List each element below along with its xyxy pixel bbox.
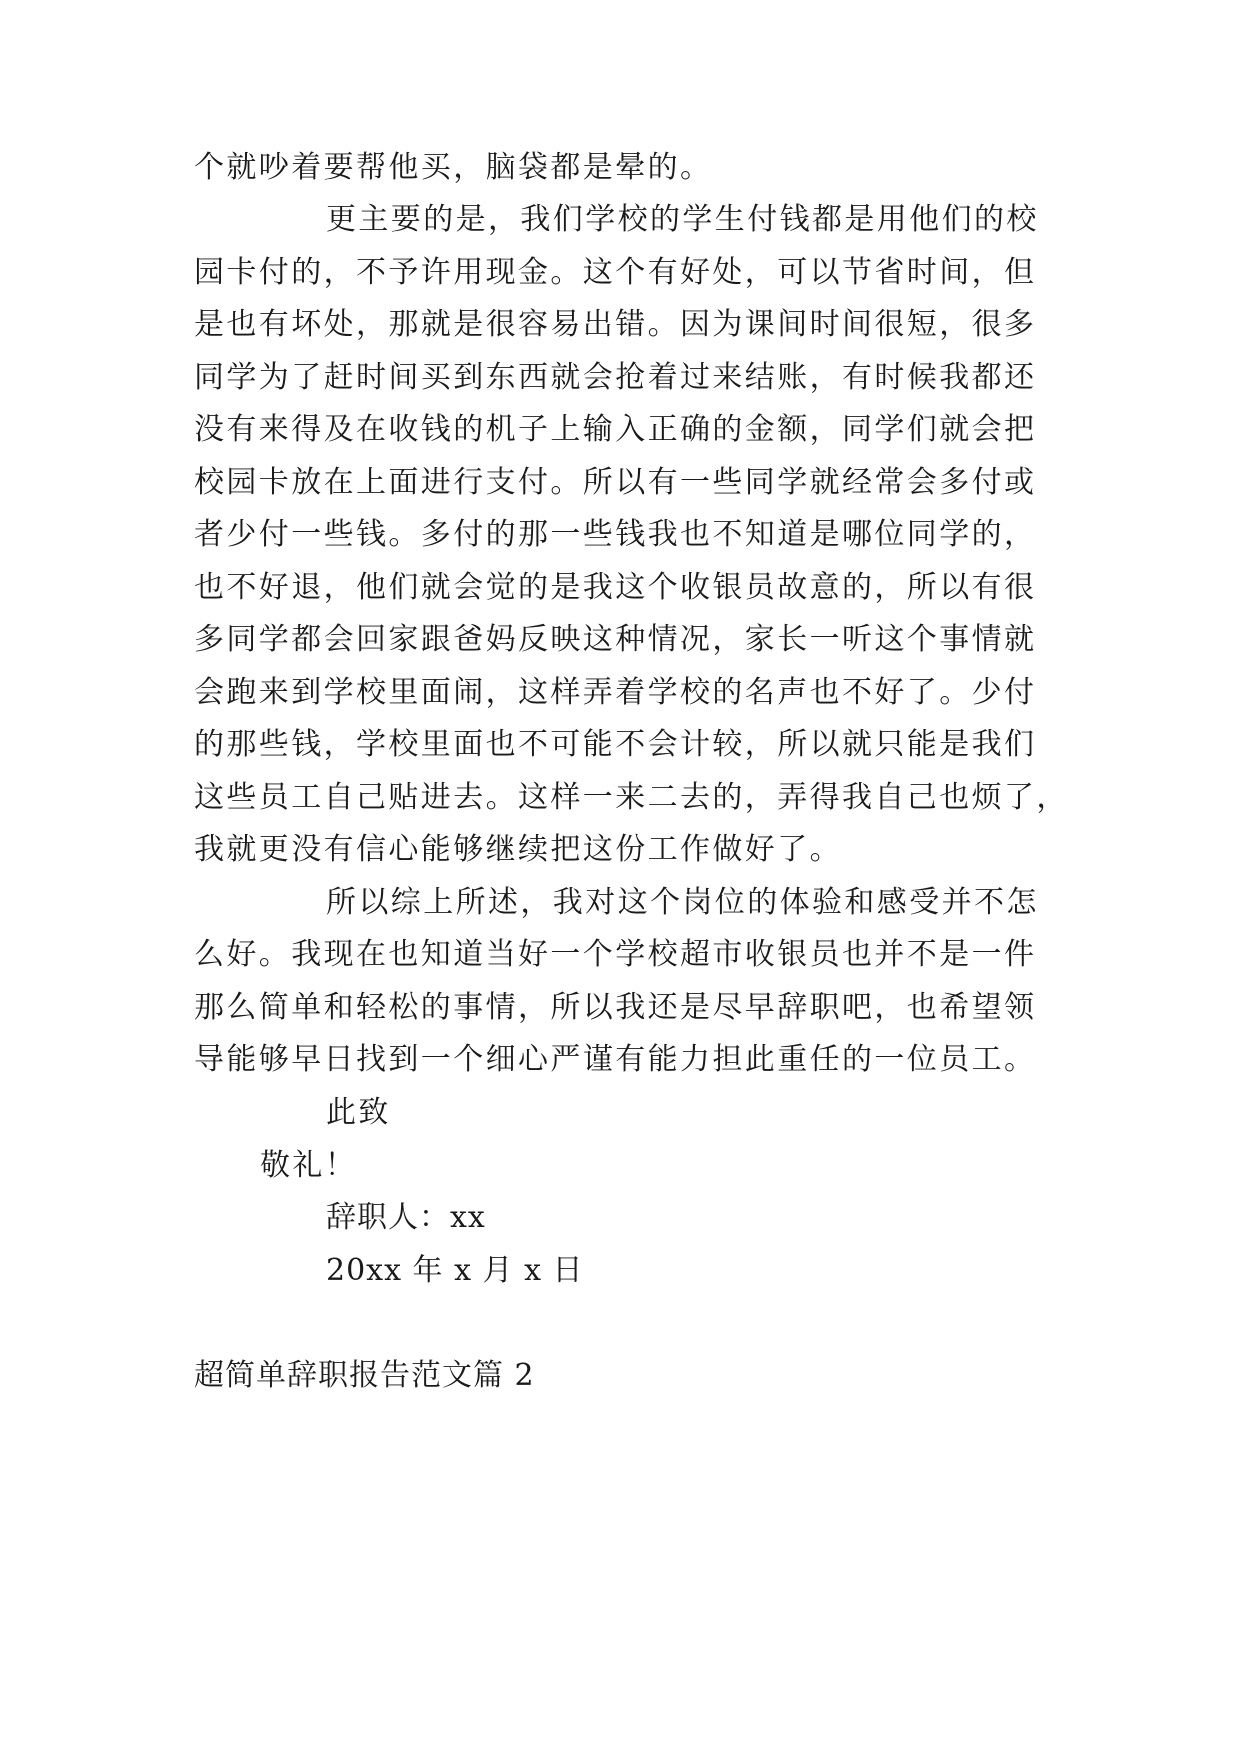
paragraph-first-line: 更主要的是，我们学校的学生付钱都是用他们的校 [326,202,1039,237]
text-line: 是也有坏处，那就是很容易出错。因为课间时间很短，很多 [194,307,1037,342]
text-line: 同学为了赶时间买到东西就会抢着过来结账，有时候我都还 [194,360,1037,395]
text-line: 这些员工自己贴进去。这样一来二去的，弄得我自己也烦了， [194,780,1069,815]
salutation-text: 敬礼！ [260,1148,358,1183]
text-line: 校园卡放在上面进行支付。所以有一些同学就经常会多付或 [194,465,1037,500]
text-line: 我就更没有信心能够继续把这份工作做好了。 [194,832,842,867]
text-line: 的那些钱，学校里面也不可能不会计较，所以就只能是我们 [194,727,1037,762]
text-line: 个就吵着要帮他买，脑袋都是晕的。 [194,150,713,185]
text-line: 那么简单和轻松的事情，所以我还是尽早辞职吧，也希望领 [194,990,1037,1025]
paragraph-first-line: 所以综上所述，我对这个岗位的体验和感受并不怎 [326,885,1039,920]
signer-line: 辞职人：xx [326,1200,486,1235]
text-line: 没有来得及在收钱的机子上输入正确的金额，同学们就会把 [194,412,1037,447]
text-line: 导能够早日找到一个细心严谨有能力担此重任的一位员工。 [194,1042,1037,1077]
text-line: 多同学都会回家跟爸妈反映这种情况，家长一听这个事情就 [194,622,1037,657]
text-line: 么好。我现在也知道当好一个学校超市收银员也并不是一件 [194,937,1037,972]
text-line: 者少付一些钱。多付的那一些钱我也不知道是哪位同学的， [194,517,1037,552]
text-line: 也不好退，他们就会觉的是我这个收银员故意的，所以有很 [194,570,1037,605]
date-line: 20xx 年 x 月 x 日 [326,1253,584,1288]
text-line: 园卡付的，不予许用现金。这个有好处，可以节省时间，但 [194,255,1037,290]
section-heading: 超简单辞职报告范文篇 2 [194,1358,535,1393]
text-line: 会跑来到学校里面闹，这样弄着学校的名声也不好了。少付 [194,675,1037,710]
closing-text: 此致 [326,1095,391,1130]
